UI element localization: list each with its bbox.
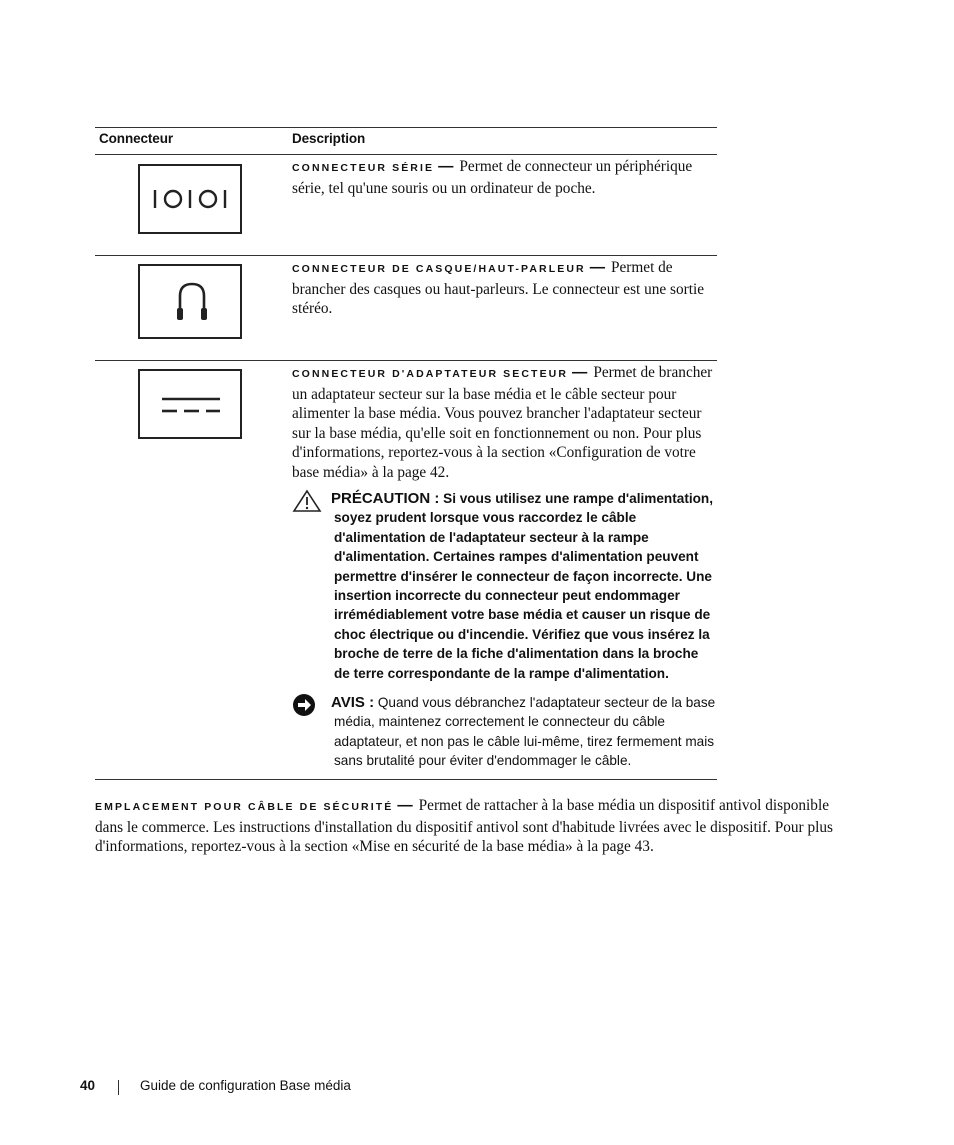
- footer-separator: [118, 1080, 119, 1095]
- caution-label: PRÉCAUTION :: [331, 490, 440, 507]
- row-headphone-text: Permet de brancher des casques ou haut-parleurs. Le connecteur est une sortie stéréo.: [292, 259, 704, 317]
- notice-note: [292, 693, 717, 771]
- warning-triangle-icon: [292, 489, 322, 518]
- security-text: Permet de rattacher à la base média un dispositif antivol disponible dans le commerce. Les instructions d'installation du dispositif antivol sont d'habitude livrées avec le dispositif. Pour plus d'informations, reportez-vous à la section «Mise en sécurité de la base média» à la page 43.: [95, 797, 833, 855]
- page-number: 40: [80, 1078, 96, 1093]
- headphone-icon: [138, 264, 242, 339]
- row-power-description: CONNECTEUR D'ADAPTATEUR SECTEUR — Permet de brancher un adaptateur secteur sur la base média et le câble secteur pour alimenter la base média. Vous pouvez brancher l'adaptateur secteur sur la base média, qu'elle soit en fonctionnement ou non. Pour plus d'informations, reportez-vous à la section «Configuration de votre base média» à la page 42.: [292, 364, 713, 481]
- row-serial-lead: CONNECTEUR SÉRIE: [292, 162, 435, 174]
- notice-label: AVIS :: [331, 694, 375, 711]
- footer-title: Guide de configuration Base média: [140, 1078, 351, 1093]
- serial-port-icon: [138, 164, 242, 234]
- table-bottom-rule: [95, 779, 717, 780]
- security-slot-paragraph: EMPLACEMENT POUR CÂBLE DE SÉCURITÉ — Permet de rattacher à la base média un dispositif antivol disponible dans le commerce. Les instructions d'installation du dispositif antivol sont d'habitude livrées avec le dispositif. Pour plus d'informations, reportez-vous à la section «Mise en sécurité de la base média» à la page 43.: [95, 797, 833, 855]
- security-lead: EMPLACEMENT POUR CÂBLE DE SÉCURITÉ: [95, 801, 394, 813]
- header-rule: [95, 154, 717, 155]
- row-power-lead: CONNECTEUR D'ADAPTATEUR SECTEUR: [292, 368, 569, 380]
- header-description: Description: [292, 131, 366, 146]
- row-serial-text: Permet de connecteur un périphérique série, tel qu'une souris ou un ordinateur de poche.: [292, 158, 693, 197]
- header-connector: Connecteur: [99, 131, 174, 146]
- row-headphone-description: CONNECTEUR DE CASQUE/HAUT-PARLEUR — Permet de brancher des casques ou haut-parleurs. Le connecteur est une sortie stéréo.: [292, 259, 704, 317]
- notice-arrow-icon: [292, 693, 318, 722]
- row-rule: [95, 360, 717, 361]
- table-top-rule: [95, 127, 717, 128]
- row-headphone-lead: CONNECTEUR DE CASQUE/HAUT-PARLEUR: [292, 263, 586, 275]
- row-rule: [95, 255, 717, 256]
- dc-power-icon: [138, 369, 242, 439]
- row-power-text: Permet de brancher un adaptateur secteur sur la base média et le câble secteur pour alimenter la base média. Vous pouvez brancher l'adaptateur secteur sur la base média, qu'elle soit en fonctionnement ou non. Pour plus d'informations, reportez-vous à la section «Configuration de votre base média» à la page 42.: [292, 364, 713, 481]
- caution-text: Si vous utilisez une rampe d'alimentation, soyez prudent lorsque vous raccordez le câble d'alimentation de l'adaptateur secteur à la rampe d'alimentation. Certaines rampes d'alimentation peuvent permettre d'insérer le connecteur de façon incorrecte. Une insertion incorrecte du connecteur peut endommager irrémédiablement votre base média et causer un risque de choc électrique ou d'incendie. Vérifiez que vous insérez la broche de terre de la fiche d'alimentation dans la broche de terre correspondante de la rampe d'alimentation.: [334, 491, 714, 681]
- notice-text: Quand vous débranchez l'adaptateur secteur de la base média, maintenez correctement le connecteur du câble adaptateur, et non pas le câble lui-même, tirez fermement mais sans brutalité pour éviter d'endommager le câble.: [334, 695, 716, 769]
- row-serial-description: CONNECTEUR SÉRIE — Permet de connecteur un périphérique série, tel qu'une souris ou un ordinateur de poche.: [292, 158, 693, 197]
- caution-note: [292, 489, 717, 683]
